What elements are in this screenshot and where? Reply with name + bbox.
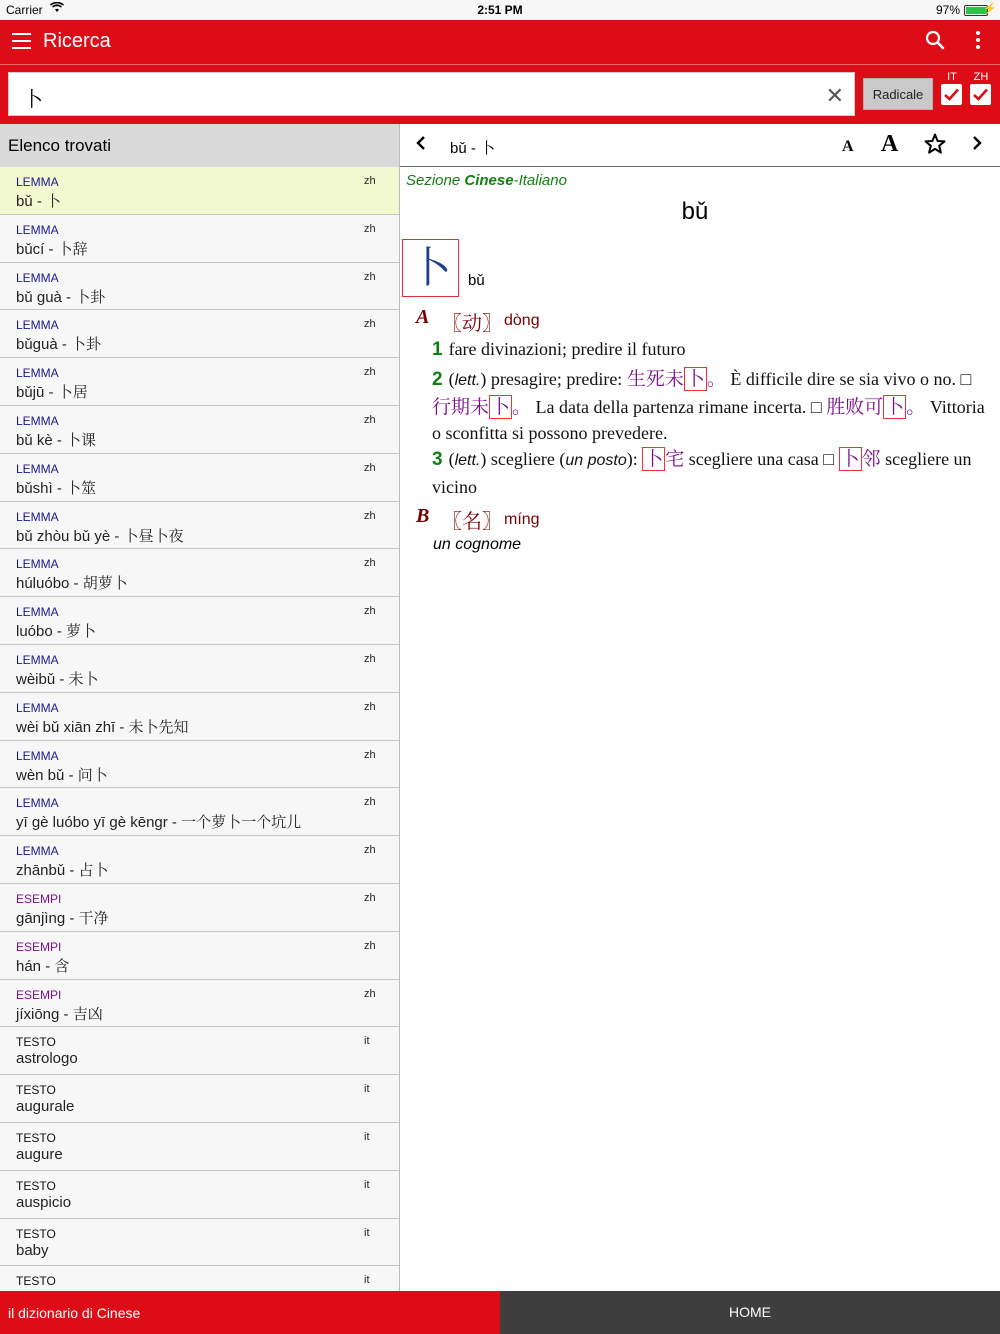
lett-note: lett.: [454, 372, 481, 389]
list-item[interactable]: [0, 1123, 399, 1171]
example-part: 邻: [861, 448, 881, 470]
section-a-pos: 〖动〗: [442, 313, 502, 335]
example-translation: scegliere un vicino: [432, 449, 972, 497]
clear-icon[interactable]: ✕: [825, 83, 844, 108]
list-item[interactable]: [0, 932, 399, 980]
sense-number: 3: [432, 449, 443, 470]
app-bar: [0, 20, 1000, 64]
item-category: TESTO: [16, 1035, 56, 1050]
search-row: [0, 64, 1000, 122]
item-category: ESEMPI: [16, 987, 62, 1002]
item-category: LEMMA: [16, 748, 59, 763]
item-text: bǔguà - 卜卦: [16, 336, 102, 354]
section-b-letter: B: [416, 505, 430, 527]
list-item[interactable]: [0, 980, 399, 1028]
item-category: LEMMA: [16, 844, 59, 859]
item-category: LEMMA: [16, 270, 59, 285]
list-item[interactable]: [0, 549, 399, 597]
list-item[interactable]: [0, 358, 399, 406]
sense-3: 3 (lett.) scegliere (un posto): 卜 宅 scegliere una casa □ 卜 邻 scegliere un vicino: [432, 448, 972, 497]
item-text: zhānbǔ - 占卜: [16, 862, 109, 880]
sense-b-text: un cognome: [433, 536, 522, 553]
list-item[interactable]: [0, 1266, 399, 1291]
item-language: it: [364, 1226, 370, 1239]
sense-number: 1: [432, 339, 443, 360]
item-category: LEMMA: [16, 175, 59, 189]
example-translation: È difficile dire se sia vivo o no.: [730, 369, 956, 389]
lang-it-toggle[interactable]: [941, 71, 963, 105]
item-text: bǔ guà - 卜卦: [16, 288, 106, 306]
item-language: zh: [364, 748, 376, 761]
item-category: LEMMA: [16, 318, 59, 333]
example-zh[interactable]: [839, 447, 881, 471]
item-text: augure: [16, 1145, 63, 1163]
sense-1: [432, 336, 992, 363]
item-language: zh: [364, 413, 376, 426]
example-part: 。: [512, 396, 532, 418]
entry-toolbar: [400, 124, 1000, 167]
example-part: 。: [906, 396, 926, 418]
lett-note: lett.: [454, 452, 481, 469]
item-text: bǔcí - 卜辞: [16, 240, 88, 258]
item-text: baby: [16, 1241, 49, 1259]
item-language: it: [364, 1083, 370, 1096]
list-item[interactable]: [0, 1027, 399, 1075]
item-language: it: [364, 1130, 370, 1143]
item-text: bǔjū - 卜居: [16, 384, 88, 402]
item-category: LEMMA: [16, 605, 59, 620]
font-decrease-button[interactable]: A: [842, 138, 854, 155]
item-language: zh: [364, 844, 376, 857]
example-part: 行期未: [432, 396, 490, 418]
item-text: bǔ kè - 卜课: [16, 431, 97, 449]
section-a-letter: A: [416, 306, 430, 328]
item-category: LEMMA: [16, 557, 59, 572]
radicale-button[interactable]: Radicale: [863, 78, 933, 110]
chevron-left-icon[interactable]: [414, 132, 428, 160]
list-item[interactable]: [0, 788, 399, 836]
sense-text: scegliere: [490, 449, 555, 469]
item-text: jíxiōng - 吉凶: [16, 1005, 103, 1023]
item-language: zh: [364, 557, 376, 570]
entry-pinyin: bǔ: [681, 198, 709, 225]
page-title: Ricerca: [43, 30, 111, 52]
item-language: it: [364, 1274, 370, 1287]
status-time: 2:51 PM: [477, 3, 523, 17]
section-post: -Italiano: [513, 172, 567, 189]
highlight-char[interactable]: 卜: [885, 396, 905, 418]
highlight-char[interactable]: 卜: [685, 368, 705, 390]
list-item[interactable]: [0, 741, 399, 789]
section-b-pos-pinyin: míng: [504, 511, 540, 528]
lang-it-label: IT: [947, 71, 957, 83]
item-category: ESEMPI: [16, 891, 62, 906]
item-category: ESEMPI: [16, 939, 62, 954]
item-category: LEMMA: [16, 652, 59, 667]
item-category: LEMMA: [16, 461, 59, 476]
app-name-label: il dizionario di Cinese: [0, 1291, 500, 1334]
example-part: 。: [706, 368, 726, 390]
item-category: TESTO: [16, 1178, 56, 1193]
item-language: zh: [364, 270, 376, 283]
search-icon[interactable]: [924, 29, 948, 53]
item-text: hán - 含: [16, 957, 70, 975]
sense-number: 2: [432, 369, 443, 390]
results-panel: [0, 124, 400, 1291]
item-language: zh: [364, 796, 376, 809]
item-text: wèn bǔ - 问卜: [16, 766, 108, 784]
item-text: astrologo: [16, 1050, 78, 1068]
sense-text: fare divinazioni; predire il futuro: [448, 339, 686, 359]
font-increase-button[interactable]: A: [881, 131, 899, 157]
sense-text: presagire; predire:: [490, 369, 623, 389]
character-pinyin: bǔ: [468, 272, 485, 289]
item-text: bǔshì - 卜筮: [16, 479, 97, 497]
item-language: zh: [364, 891, 376, 904]
list-item[interactable]: [0, 454, 399, 502]
hamburger-menu-icon[interactable]: [12, 33, 31, 51]
item-language: zh: [364, 700, 376, 713]
item-text: húluóbo - 胡萝卜: [16, 575, 128, 593]
item-text: wèibǔ - 未卜: [16, 670, 99, 688]
item-language: it: [364, 1178, 370, 1191]
search-input[interactable]: [8, 72, 855, 116]
highlight-char[interactable]: 卜: [840, 448, 860, 470]
results-header: Elenco trovati: [0, 124, 399, 167]
item-language: zh: [364, 175, 376, 187]
list-item[interactable]: [0, 1075, 399, 1123]
item-text: augurale: [16, 1098, 75, 1116]
item-text: gānjìng - 干净: [16, 909, 109, 927]
item-category: LEMMA: [16, 796, 59, 811]
item-language: zh: [364, 605, 376, 618]
item-category: TESTO: [16, 1083, 56, 1098]
example-zh[interactable]: [826, 395, 925, 419]
sense-2: 2 (lett.) presagire; predire: 生死未 卜 。 È difficile dire se sia vivo o no. □ 行期未 卜 。 La data della partenza rimane incerta. □ 胜败可 卜 。 Vittoria o sconfitta si possono prevedere.: [432, 368, 985, 443]
item-category: TESTO: [16, 1226, 56, 1241]
example-part: 生死未: [626, 368, 684, 390]
list-item[interactable]: [0, 263, 399, 311]
section-label: [406, 172, 567, 189]
item-text: auspicio: [16, 1193, 72, 1211]
section-bold: Cinese: [464, 172, 514, 189]
list-item[interactable]: [0, 836, 399, 884]
charging-icon: ⚡: [983, 3, 997, 15]
item-text: bǔ zhòu bǔ yè - 卜昼卜夜: [16, 527, 184, 545]
usage-note: un posto: [565, 452, 627, 469]
lang-zh-toggle[interactable]: [970, 71, 992, 105]
list-item[interactable]: [0, 1171, 399, 1219]
status-bar: [0, 0, 1000, 20]
section-b-pos: 〖名〗: [442, 511, 502, 533]
lang-zh-label: ZH: [973, 71, 989, 83]
item-text: yī gè luóbo yī gè kēngr - 一个萝卜一个坑儿: [16, 814, 302, 832]
highlight-char[interactable]: 卜: [644, 448, 664, 470]
item-category: LEMMA: [16, 700, 59, 715]
item-category: LEMMA: [16, 366, 59, 381]
item-text: luóbo - 萝卜: [16, 623, 97, 641]
carrier-label: Carrier: [6, 3, 43, 17]
example-part: 胜败可: [826, 396, 884, 418]
item-language: zh: [364, 461, 376, 474]
list-item[interactable]: [0, 215, 399, 263]
home-button[interactable]: HOME: [500, 1291, 1000, 1334]
results-list: [0, 167, 399, 1291]
item-language: zh: [364, 222, 376, 235]
list-item[interactable]: [0, 597, 399, 645]
chevron-right-icon[interactable]: [970, 132, 984, 160]
item-text: bǔ - 卜: [16, 193, 62, 210]
item-language: zh: [364, 652, 376, 665]
battery-percent: 97%: [935, 3, 960, 17]
item-language: it: [364, 1035, 370, 1048]
checkbox-checked-icon[interactable]: [941, 84, 962, 105]
section-a-pos-pinyin: dòng: [504, 312, 540, 329]
entry-panel: [400, 124, 1000, 1291]
entry-headword: bǔ - 卜: [450, 140, 496, 157]
list-item[interactable]: [0, 645, 399, 693]
example-zh[interactable]: [432, 395, 531, 419]
example-translation: scegliere una casa: [688, 449, 819, 469]
item-text: wèi bǔ xiān zhī - 未卜先知: [16, 718, 189, 736]
checkbox-checked-icon[interactable]: [970, 84, 991, 105]
star-icon[interactable]: [923, 132, 947, 163]
example-zh[interactable]: [642, 447, 684, 471]
item-category: TESTO: [16, 1274, 56, 1289]
list-item[interactable]: [0, 502, 399, 550]
item-language: zh: [364, 318, 376, 331]
list-item[interactable]: [0, 884, 399, 932]
item-category: LEMMA: [16, 509, 59, 524]
example-part: 宅: [665, 448, 685, 470]
item-language: zh: [364, 987, 376, 1000]
list-item[interactable]: [0, 310, 399, 358]
item-category: TESTO: [16, 1130, 56, 1145]
example-translation: La data della partenza rimane incerta.: [535, 397, 807, 417]
section-pre: Sezione: [406, 172, 465, 189]
item-language: zh: [364, 939, 376, 952]
list-item[interactable]: [0, 406, 399, 454]
item-language: zh: [364, 366, 376, 379]
entry-character[interactable]: 卜: [402, 239, 459, 297]
highlight-char[interactable]: 卜: [491, 396, 511, 418]
list-item[interactable]: [0, 1219, 399, 1267]
example-zh[interactable]: [627, 367, 726, 391]
more-options-icon[interactable]: [970, 31, 986, 55]
list-item[interactable]: [0, 693, 399, 741]
list-item[interactable]: [0, 167, 399, 215]
item-language: zh: [364, 509, 376, 522]
item-category: LEMMA: [16, 413, 59, 428]
example-translation: Vittoria o sconfitta si possono prevedere.: [432, 397, 985, 443]
item-category: LEMMA: [16, 222, 59, 237]
search-input-value: 卜: [23, 89, 43, 111]
